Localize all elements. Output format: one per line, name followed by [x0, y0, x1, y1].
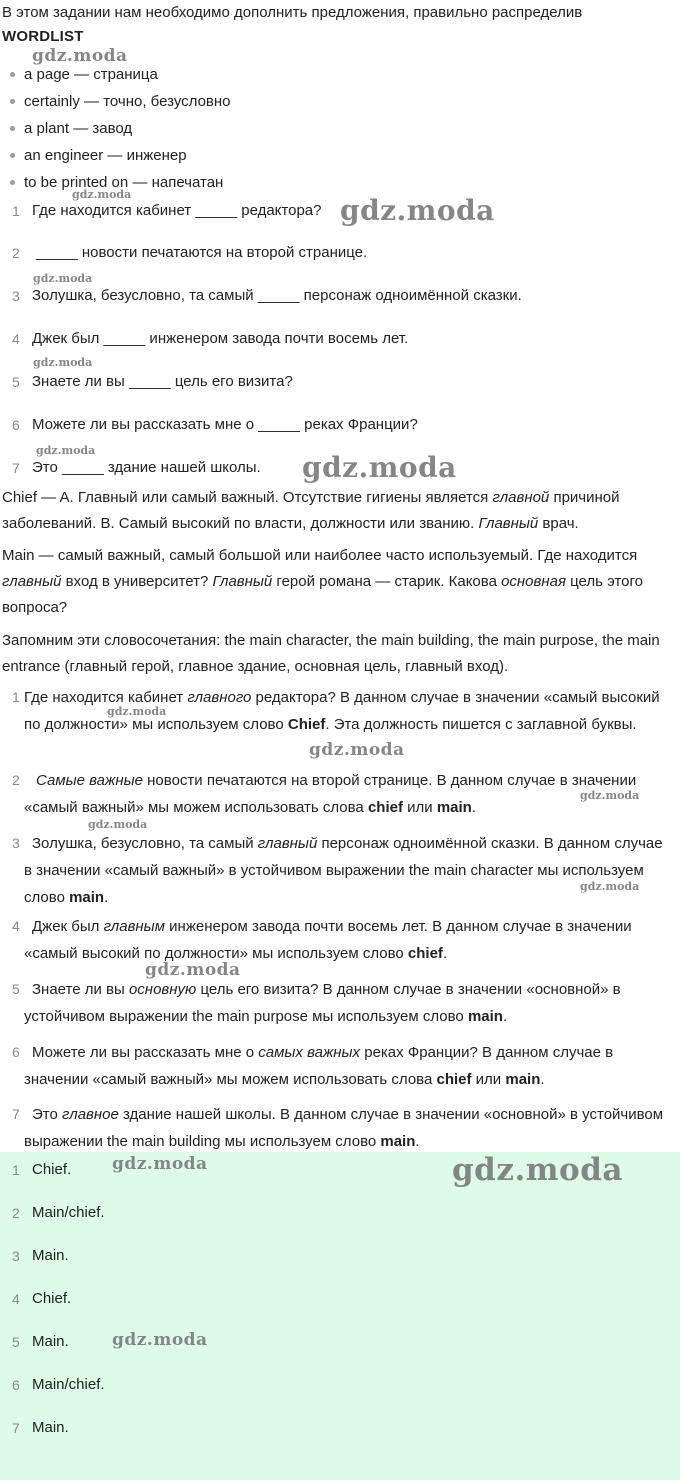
wordlist-item: an engineer — инженер: [10, 146, 187, 166]
watermark: gdz.moda: [36, 444, 96, 457]
explanation-item: 7 Это главное здание нашей школы. В данном случае в значении «основной» в устойчивом выражении the main building мы используем слово main.: [12, 1106, 664, 1150]
watermark: gdz.moda: [309, 740, 405, 760]
page: В этом задании нам необходимо дополнить предложения, правильно распределив WORDLIST a page — страница certainly — точно, безусловно a plant — завод an engineer — инженер to be printed on — напечатан 1 Где находится кабинет _____ редактора? 2 _____ новости печатаются на второй странице. 3 Золушка, безусловно, та самый _____ персонаж одноимённой сказки. 4 Джек был _____ инженером завода почти восемь лет. 5 Знаете ли вы _____ цель его визита? 6 Можете ли вы рассказать мне о _____ реках Франции? 7 Это _____ здание нашей школы. Chief — A. Главный или самый важный. Отсутствие гигиены является главной причиной заболеваний. B. Самый высокий по власти, должности или званию. Главный врач. Main — самый важный, самый большой или наиболее часто используемый. Где находится главный вход в университет? Главный герой романа — старик. Какова основная цель этого вопроса? Запомним эти словосочетания: the main character, the main building, the main purpose, the main entrance (главный герой, главное здание, основная цель, главный вход). 1 Где находится кабинет главного редактора? В данном случае в значении «самый высокий по должности» мы используем слово Chief. Эта должность пишется с заглавной буквы. 2 Самые важные новости печатаются на второй странице. В данном случае в значении «самый важный» мы можем использовать слова chief или main. 3 Золушка, безусловно, та самый главный персонаж одноимённой сказки. В данном случае в значении «самый важный» в устойчивом выражении the main character мы используем слово main. 4 Джек был главным инженером завода почти восемь лет. В данном случае в значении «самый высокий по должности» мы используем слово chief. 5 Знаете ли вы основную цель его визита? В данном случае в значении «основной» в устойчивом выражении the main purpose мы используем слово main. 6 Можете ли вы рассказать мне о самых важных реках Франции? В данном случае в значении «самый важный» мы можем использовать слова chief или main. 7 Это главное здание нашей школы. В данном случае в значении «основной» в устойчивом выражении the main building мы используем слово main. 1 Chief. 2 Main/chief. 3 Main. 4 Chief. 5 Main. 6 Main/chief. 7 Main. gdz.moda gdz.moda gdz.moda gdz.moda gdz.moda gdz.moda gdz.moda gdz.moda gdz.moda gdz.moda gdz.moda gdz.moda gdz.moda gdz.moda gdz.moda gdz.moda: [0, 0, 680, 1480]
watermark: gdz.moda: [33, 272, 93, 285]
bullet-icon: [10, 180, 15, 185]
watermark: gdz.moda: [580, 789, 640, 802]
definition-chief: Chief — A. Главный или самый важный. Отсутствие гигиены является главной причиной заболеваний. B. Самый высокий по власти, должности или званию. Главный врач.: [2, 489, 620, 532]
answers-block: 1 Chief. 2 Main/chief. 3 Main. 4 Chief. 5 Main. 6 Main/chief. 7 Main.: [0, 1152, 680, 1480]
bullet-icon: [10, 153, 15, 158]
watermark: gdz.moda: [32, 46, 128, 66]
watermark: gdz.moda: [112, 1330, 208, 1350]
watermark: gdz.moda: [145, 960, 241, 980]
wordlist-item: to be printed on — напечатан: [10, 173, 223, 193]
explanation-item: 6 Можете ли вы рассказать мне о самых важных реках Франции? В данном случае в значении «самый важный» мы можем использовать слова chief или main.: [12, 1044, 614, 1088]
watermark: gdz.moda: [580, 880, 640, 893]
watermark: gdz.moda: [340, 194, 495, 227]
wordlist-item: a plant — завод: [10, 119, 132, 139]
explanation-item: 4 Джек был главным инженером завода почти восемь лет. В данном случае в значении «самый высокий по должности» мы используем слово chief.: [12, 918, 632, 962]
watermark: gdz.moda: [107, 705, 167, 718]
remember-collocations: Запомним эти словосочетания: the main character, the main building, the main purpose, the main entrance (главный герой, главное здание, основная цель, главный вход).: [2, 632, 660, 675]
watermark: gdz.moda: [72, 188, 132, 201]
wordlist-item: certainly — точно, безусловно: [10, 92, 231, 112]
explanation-item: 5 Знаете ли вы основную цель его визита? В данном случае в значении «основной» в устойчивом выражении the main purpose мы используем слово main.: [12, 981, 621, 1025]
watermark: gdz.moda: [112, 1154, 208, 1174]
definition-main: Main — самый важный, самый большой или наиболее часто используемый. Где находится главный вход в университет? Главный герой романа — старик. Какова основная цель этого вопроса?: [2, 547, 643, 616]
watermark: gdz.moda: [33, 356, 93, 369]
watermark: gdz.moda: [452, 1152, 623, 1188]
wordlist-item: a page — страница: [10, 65, 158, 85]
watermark: gdz.moda: [88, 818, 148, 831]
explanation-item: 1 Где находится кабинет главного редактора? В данном случае в значении «самый высокий по должности» мы используем слово Chief. Эта должность пишется с заглавной буквы.: [12, 689, 660, 733]
intro-text: В этом задании нам необходимо дополнить предложения, правильно распределив: [2, 4, 583, 21]
wordlist-title: WORDLIST: [2, 28, 84, 45]
bullet-icon: [10, 126, 15, 131]
bullet-icon: [10, 99, 15, 104]
watermark: gdz.moda: [302, 451, 457, 484]
bullet-icon: [10, 72, 15, 77]
explanation-item: 3 Золушка, безусловно, та самый главный персонаж одноимённой сказки. В данном случае в значении «самый важный» в устойчивом выражении the main character мы используем слово main.: [12, 835, 663, 906]
explanation-item: 2 Самые важные новости печатаются на второй странице. В данном случае в значении «самый важный» мы можем использовать слова chief или main.: [12, 772, 637, 816]
